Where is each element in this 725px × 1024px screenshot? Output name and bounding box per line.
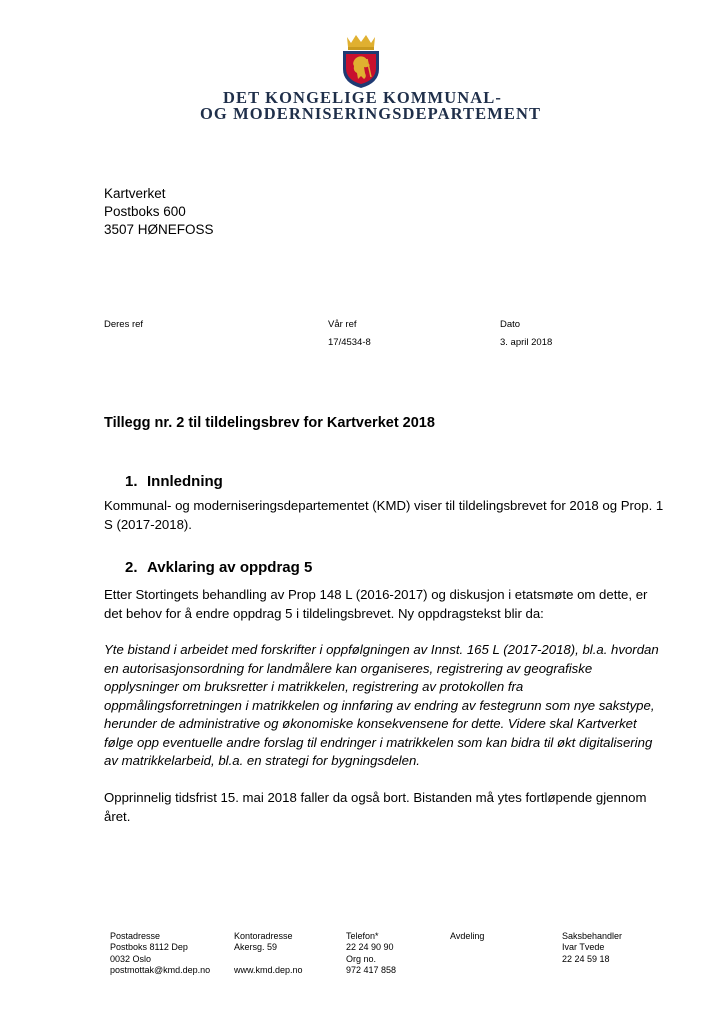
footer-kontor-website[interactable]: www.kmd.dep.no [234, 964, 303, 975]
footer-post-label: Postadresse [110, 931, 161, 941]
footer-avdeling [450, 931, 484, 942]
closing-paragraph: Opprinnelig tidsfrist 15. mai 2018 faller da også bort. Bistanden må ytes fortløpende gjennom året. [104, 790, 647, 824]
footer-post-line1: Postboks 8112 Dep [110, 942, 188, 953]
footer-kontor-label: Kontoradresse [234, 931, 293, 941]
recipient-postbox: Postboks 600 [104, 204, 186, 219]
deres-ref-label: Deres ref [104, 319, 144, 330]
footer-org-number: 972 417 858 [346, 964, 397, 975]
section-1-number: 1. [125, 473, 138, 490]
footer-saks-label: Saksbehandler [562, 931, 623, 941]
section-2-heading: Avklaring av oppdrag 5 [147, 559, 313, 576]
footer-post-line2: 0032 Oslo [110, 953, 152, 964]
recipient-postal-city: 3507 HØNEFOSS [104, 222, 214, 237]
footer-postadresse [110, 931, 210, 976]
footer-saks-name: Ivar Tvede [562, 942, 605, 953]
footer-tel-number: 22 24 90 90 [346, 942, 394, 953]
footer-saksbehandler [562, 931, 622, 965]
dato-label: Dato [500, 319, 521, 330]
assignment-quote: Yte bistand i arbeidet med forskrifter i oppfølgningen av Innst. 165 L (2017-2018), bl.a. hvordan en autorisasjonsordning for landmålere kan organiseres, registrering av geografiske opplysninger om bruksretter i matrikkelen, registrering av protokollen fra oppmålingsforretningen i matrikkelen og innføring av endring av festegrunn som nye sakstype, herunder de administrative og økonomiske konsekvensene for dette. Videre skal Kartverket følge opp eventuelle andre forslag til endringer i matrikkelen som kan bidra til økt digitalisering av matrikkelarbeid, bl.a. en strategi for bygningsdelen. [104, 642, 659, 768]
dato-value: 3. april 2018 [500, 337, 553, 348]
footer-org-label: Org no. [346, 953, 377, 964]
section-2-number: 2. [125, 559, 138, 576]
footer-post-email[interactable]: postmottak@kmd.dep.no [110, 964, 211, 975]
footer-tel-label: Telefon* [346, 931, 379, 941]
footer-kontor-line1: Akersg. 59 [234, 942, 278, 953]
section-1-heading: Innledning [147, 473, 223, 490]
var-ref-value: 17/4534-8 [328, 337, 371, 348]
section-1-paragraph: Kommunal- og moderniseringsdepartementet (KMD) viser til tildelingsbrevet for 2018 og Prop. 1 S (2017-2018). [104, 498, 664, 532]
ministry-name-line-1: DET KONGELIGE KOMMUNAL- [223, 88, 502, 107]
var-ref-label: Vår ref [328, 319, 357, 330]
ministry-name-line-2: OG MODERNISERINGSDEPARTEMENT [200, 104, 542, 123]
footer-saks-phone: 22 24 59 18 [562, 953, 610, 964]
section-2-paragraph: Etter Stortingets behandling av Prop 148 L (2016-2017) og diskusjon i etatsmøte om dette, er det behov for å endre oppdrag 5 i tildelingsbrevet. Ny oppdragstekst blir da: [104, 587, 648, 621]
recipient-name: Kartverket [104, 186, 166, 201]
footer-kontoradresse [234, 931, 303, 976]
letter-title: Tillegg nr. 2 til tildelingsbrev for Kartverket 2018 [104, 415, 435, 431]
coat-of-arms-icon [337, 33, 385, 89]
footer-telefon [346, 931, 396, 976]
footer-avd-label: Avdeling [450, 931, 485, 941]
